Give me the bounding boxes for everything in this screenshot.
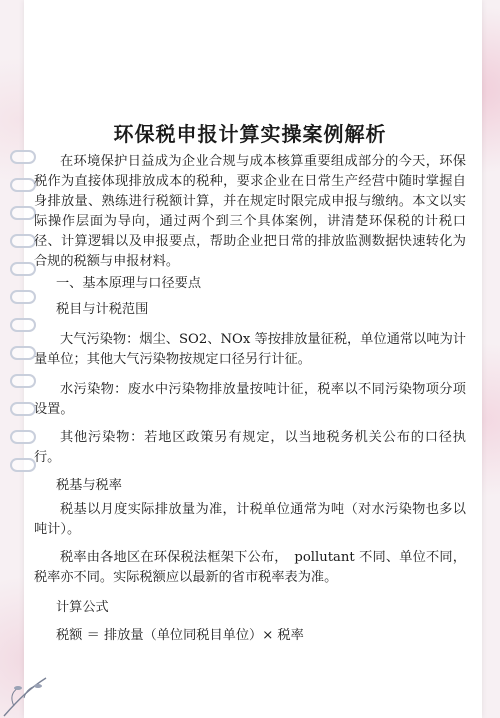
subsection-heading: 计算公式 — [56, 600, 109, 615]
binding-ring — [10, 262, 36, 276]
subsection-heading: 税基与税率 — [56, 478, 122, 493]
binding-ring — [10, 318, 36, 332]
binding-ring — [10, 458, 36, 472]
binding-ring — [10, 346, 36, 360]
document-title: 环保税申报计算实操案例解析 — [113, 122, 387, 146]
binding-ring — [10, 206, 36, 220]
tax-base-paragraph: 税基以月度实际排放量为准，计税单位通常为吨（对水污染物也多以吨计）。 — [34, 502, 466, 537]
formula-line: 税额 ＝ 排放量（单位同税目单位）× 税率 — [56, 628, 304, 643]
decorative-branch-icon — [0, 648, 70, 718]
binding-ring — [10, 430, 36, 444]
binding-ring — [10, 290, 36, 304]
binding-ring — [10, 374, 36, 388]
binding-ring — [10, 234, 36, 248]
tax-rate-paragraph: 税率由各地区在环保税法框架下公布， pollutant 不同、单位不同，税率亦不同。实际税额应以最新的省市税率表为准。 — [34, 550, 466, 585]
binding-ring — [10, 402, 36, 416]
water-pollutant-paragraph: 水污染物：废水中污染物排放量按吨计征，税率以不同污染物项分项设置。 — [34, 382, 466, 417]
section-heading: 一、基本原理与口径要点 — [56, 276, 202, 291]
subsection-heading: 税目与计税范围 — [56, 302, 149, 317]
binding-ring — [10, 178, 36, 192]
intro-paragraph: 在环境保护日益成为企业合规与成本核算重要组成部分的今天，环保税作为直接体现排放成本的税种，要求企业在日常生产经营中随时掌握自身排放量、熟练进行税额计算，并在规定时限完成申报与缴纳。本文以实际操作层面为导向，通过两个到三个具体案例，讲清楚环保税的计税口径、计算逻辑以及申报要点，帮助企业把日常的排放监测数据快速转化为合规的税额与申报材料。 — [34, 154, 466, 269]
air-pollutant-paragraph: 大气污染物：烟尘、SO2、NOx 等按排放量征税，单位通常以吨为计量单位；其他大气污染物按规定口径另行计征。 — [34, 332, 466, 367]
binding-ring — [10, 150, 36, 164]
binding-rings — [10, 150, 34, 480]
other-pollutant-paragraph: 其他污染物：若地区政策另有规定，以当地税务机关公布的口径执行。 — [34, 430, 466, 465]
